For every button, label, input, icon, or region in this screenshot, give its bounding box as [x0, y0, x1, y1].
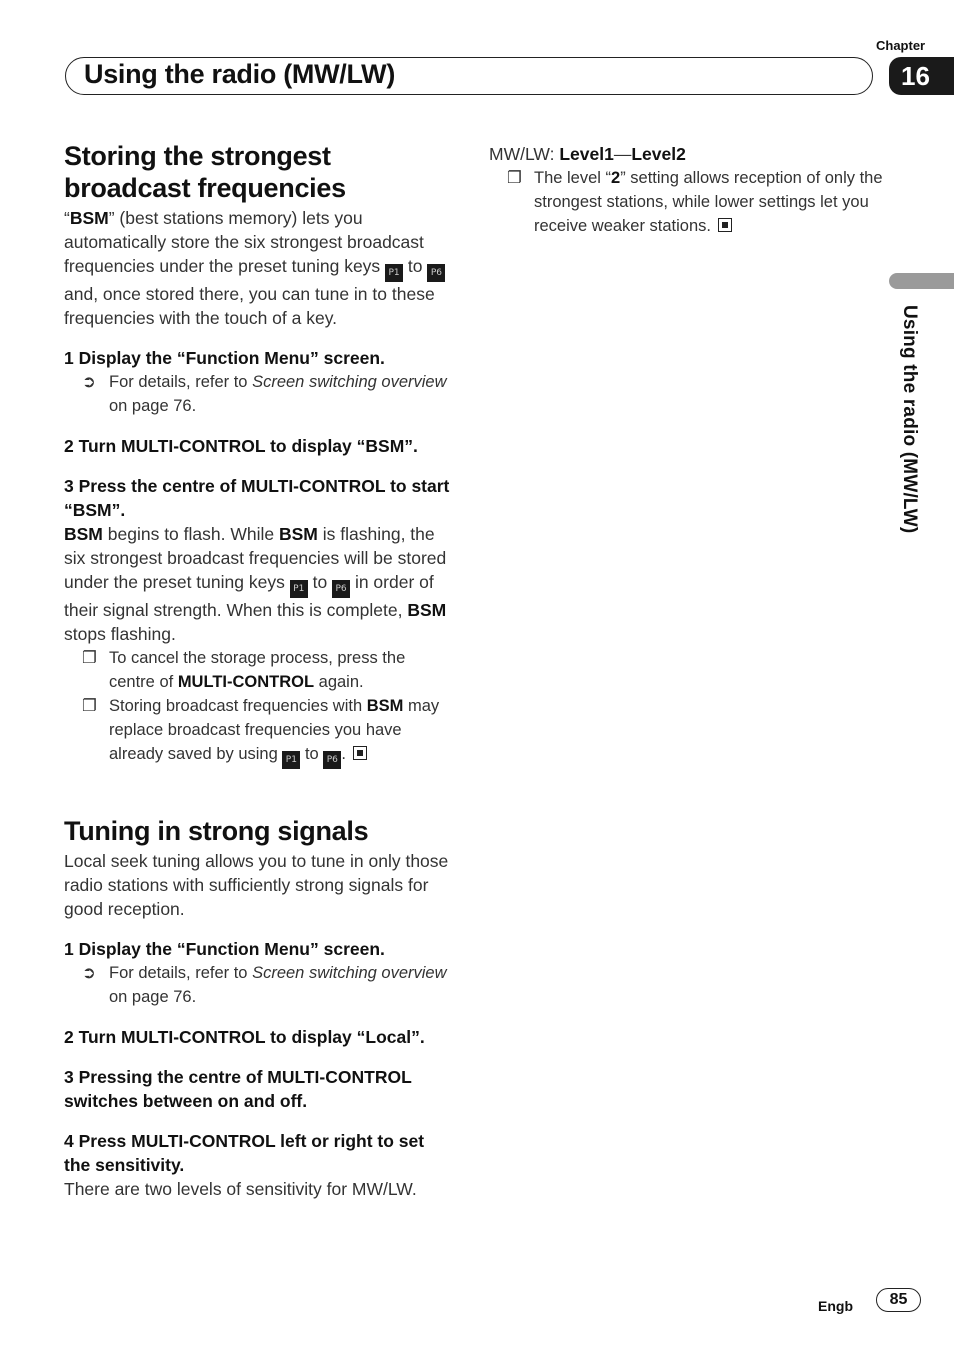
side-tab-marker: [889, 273, 954, 289]
end-mark-icon: [353, 746, 367, 760]
local-step-1-note: ➲ For details, refer to Screen switching overview on page 76.: [64, 961, 454, 1009]
side-tab-text: Using the radio (MW/LW): [899, 305, 920, 534]
end-mark-icon: [718, 218, 732, 232]
p1-key-icon: P1: [290, 580, 308, 598]
section-heading-local: Tuning in strong signals: [64, 816, 369, 846]
chapter-label: Chapter: [876, 38, 926, 53]
bsm-step-3-body: BSM begins to flash. While BSM is flashing, the six strongest broadcast frequencies will be stored under the preset tuning keys P1 to P6 in order of their signal strength. When this is complete, BSM stops flashing.: [64, 524, 447, 644]
p1-key-icon: P1: [282, 751, 300, 769]
arrow-icon: ➲: [82, 964, 96, 982]
checkbox-bullet-icon: ❐: [507, 169, 522, 187]
local-step-4: 4 Press MULTI-CONTROL left or right to set the sensitivity.: [64, 1131, 425, 1175]
sensitivity-levels: MW/LW: Level1—Level2: [489, 144, 686, 164]
page-number: 85: [876, 1288, 921, 1312]
local-intro: Local seek tuning allows you to tune in only those radio stations with sufficiently strong signals for good reception.: [64, 851, 449, 919]
local-step-2: 2 Turn MULTI-CONTROL to display “Local”.: [64, 1027, 425, 1047]
p6-key-icon: P6: [332, 580, 350, 598]
local-step-3: 3 Pressing the centre of MULTI-CONTROL switches between on and off.: [64, 1067, 412, 1111]
cross-reference-link[interactable]: Screen switching overview: [252, 964, 447, 982]
language-code: Engb: [818, 1298, 853, 1314]
sensitivity-note: ❐ The level “2” setting allows reception of only the strongest stations, while lower settings let you receive weaker stations.: [489, 166, 889, 238]
bsm-intro: “BSM” (best stations memory) lets you automatically store the six strongest broadcast frequencies under the preset tuning keys P1 to P6 and, once stored there, you can tune in to these frequencies with the touch of a key.: [64, 206, 454, 330]
section-heading-bsm: Storing the strongest broadcast frequencies: [64, 141, 346, 203]
cross-reference-link[interactable]: Screen switching overview: [252, 373, 447, 391]
right-column: [489, 142, 889, 238]
local-step-1: 1 Display the “Function Menu” screen.: [64, 939, 385, 959]
p6-key-icon: P6: [427, 264, 445, 282]
p6-key-icon: P6: [323, 751, 341, 769]
bsm-step-3: 3 Press the centre of MULTI-CONTROL to start “BSM”.: [64, 476, 450, 520]
chapter-number: 16: [889, 57, 954, 95]
checkbox-bullet-icon: ❐: [82, 697, 97, 715]
checkbox-bullet-icon: ❐: [82, 649, 97, 667]
left-column: [64, 140, 454, 1201]
arrow-icon: ➲: [82, 373, 96, 391]
bsm-note-cancel: ❐ To cancel the storage process, press the centre of MULTI-CONTROL again.: [64, 646, 454, 694]
p1-key-icon: P1: [385, 264, 403, 282]
bsm-step-1: 1 Display the “Function Menu” screen.: [64, 348, 385, 368]
page-title: Using the radio (MW/LW): [84, 59, 396, 89]
bsm-step-1-note: ➲ For details, refer to Screen switching overview on page 76.: [64, 370, 454, 418]
bsm-note-replace: ❐ Storing broadcast frequencies with BSM may replace broadcast frequencies you have already saved by using P1 to P6 .: [64, 694, 454, 769]
local-step-4-body: There are two levels of sensitivity for MW/LW.: [64, 1179, 417, 1199]
bsm-step-2: 2 Turn MULTI-CONTROL to display “BSM”.: [64, 436, 418, 456]
